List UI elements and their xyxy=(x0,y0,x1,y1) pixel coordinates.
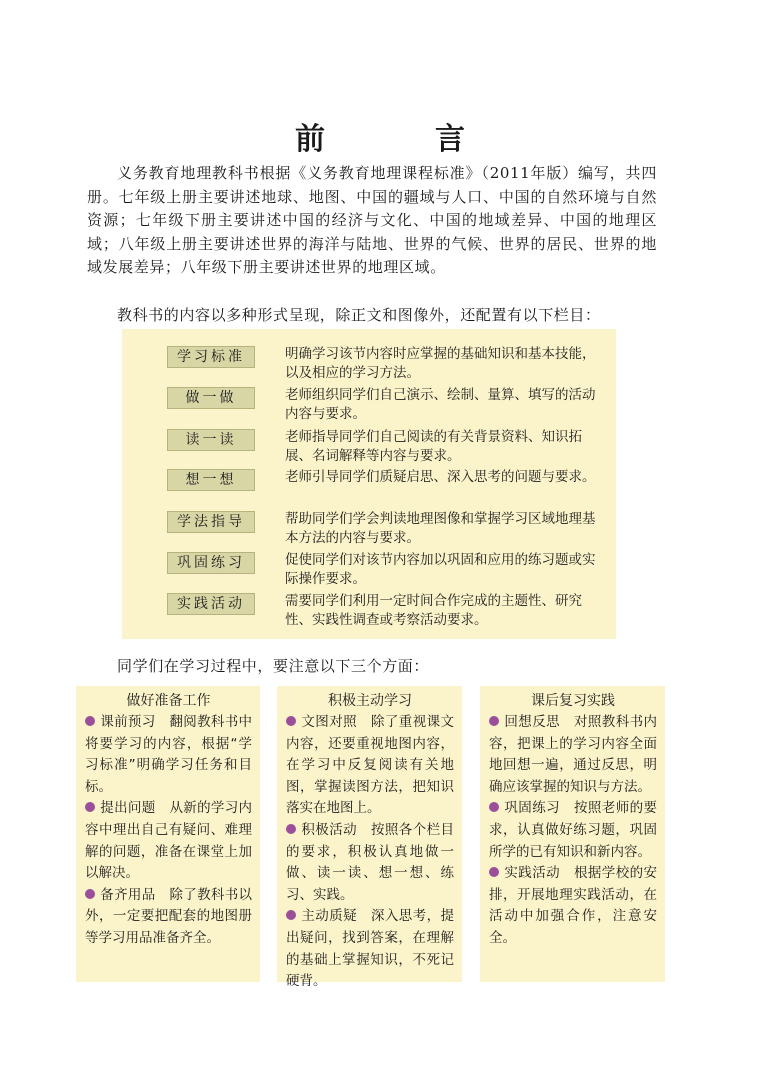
page-title: 前 言 xyxy=(295,122,505,157)
column-active-learning xyxy=(277,686,462,990)
item-text: 从新的学习内容中理出自己有疑问、难理解的问题，准备在课堂上加以解决。 xyxy=(85,800,252,882)
item-heading: 实践活动 xyxy=(504,865,560,882)
column-review xyxy=(480,686,665,982)
list-item xyxy=(489,798,657,863)
item-text: 按照各个栏目的要求，积极认真地做一做、读一读、想一想、练习、实践。 xyxy=(286,821,454,903)
bullet-dot-icon xyxy=(286,716,296,726)
item-text: 翻阅教科书中将要学习的内容，根据“学习标准”明确学习任务和目标。 xyxy=(85,714,252,795)
bullet-dot-icon xyxy=(489,867,499,877)
bullet-dot-icon xyxy=(286,910,296,920)
bullet-dot-icon xyxy=(286,824,296,834)
feature-tag: 学法指导 xyxy=(167,511,255,533)
column-title: 做好准备工作 xyxy=(126,693,211,709)
item-heading: 主动质疑 xyxy=(301,908,357,925)
list-item xyxy=(85,712,252,798)
feature-tag: 做一做 xyxy=(167,387,255,409)
item-heading: 提出问题 xyxy=(100,800,156,817)
list-item xyxy=(286,712,454,820)
bullet-dot-icon xyxy=(85,889,95,899)
item-text: 除了教科书以外，一定要把配套的地图册等学习用品准备齐全。 xyxy=(85,886,252,946)
column-title: 积极主动学习 xyxy=(328,693,412,709)
list-item xyxy=(286,906,454,992)
feature-desc: 老师组织同学们自己演示、绘制、量算、填写的活动内容与要求。 xyxy=(285,387,596,422)
item-heading: 回想反思 xyxy=(504,714,560,730)
aspects-lead: 同学们在学习过程中，要注意以下三个方面： xyxy=(117,657,430,675)
feature-tag: 实践活动 xyxy=(167,593,255,615)
item-text: 除了重视课文内容，还要重视地图内容，在学习中反复阅读有关地图，掌握读图方法，把知识落实在地图上。 xyxy=(286,714,454,817)
bullet-dot-icon xyxy=(489,716,499,726)
item-heading: 备齐用品 xyxy=(100,886,156,903)
item-text: 按照老师的要求，认真做好练习题，巩固所学的已有知识和新内容。 xyxy=(489,800,657,860)
column-preparation xyxy=(76,686,260,982)
feature-desc: 帮助同学们学会判读地理图像和掌握学习区域地理基本方法的内容与要求。 xyxy=(285,511,596,546)
feature-tag: 想一想 xyxy=(167,469,255,491)
feature-desc: 需要同学们利用一定时间合作完成的主题性、研究性、实践性调查或考察活动要求。 xyxy=(285,593,582,628)
feature-desc: 老师引导同学们质疑启思、深入思考的问题与要求。 xyxy=(285,469,596,485)
bullet-dot-icon xyxy=(489,802,499,812)
item-text: 根据学校的安排，开展地理实践活动，在活动中加强合作，注意安全。 xyxy=(489,865,657,946)
list-item xyxy=(489,712,657,798)
item-heading: 课前预习 xyxy=(100,714,156,730)
item-text: 对照教科书内容，把课上的学习内容全面地回想一遍，通过反思，明确应该掌握的知识与方法。 xyxy=(489,714,657,795)
feature-panel xyxy=(122,329,616,639)
feature-tag: 巩固练习 xyxy=(167,552,255,574)
item-text: 深入思考，提出疑问，找到答案，在理解的基础上掌握知识，不死记硬背。 xyxy=(286,908,454,990)
list-item xyxy=(286,820,454,906)
item-heading: 积极活动 xyxy=(301,821,357,838)
feature-desc: 老师指导同学们自己阅读的有关背景资料、知识拓展、名词解释等内容与要求。 xyxy=(285,429,582,464)
feature-tag: 学习标准 xyxy=(167,346,255,368)
feature-desc: 明确学习该节内容时应掌握的基础知识和基本技能，以及相应的学习方法。 xyxy=(285,346,596,381)
intro-paragraph: 义务教育地理教科书根据《义务教育地理课程标准》（2011年版）编写，共四册。七年级上册主要讲述地球、地图、中国的疆域与人口、中国的自然环境与自然资源；七年级下册主要讲述中国的经济与文化、中国的地域差异、中国的地理区域；八年级上册主要讲述世界的海洋与陆地、世界的气候、世界的居民、世界的地域发展差异；八年级下册主要讲述世界的地理区域。 xyxy=(87,164,657,276)
bullet-dot-icon xyxy=(85,716,95,726)
features-lead: 教科书的内容以多种形式呈现，除正文和图像外，还配置有以下栏目： xyxy=(117,306,601,324)
feature-desc: 促使同学们对该节内容加以巩固和应用的练习题或实际操作要求。 xyxy=(285,552,596,587)
item-heading: 巩固练习 xyxy=(504,800,560,817)
feature-tag: 读一读 xyxy=(167,429,255,451)
bullet-dot-icon xyxy=(85,802,95,812)
item-heading: 文图对照 xyxy=(301,714,357,730)
list-item xyxy=(85,885,252,950)
list-item xyxy=(489,863,657,949)
list-item xyxy=(85,798,252,884)
column-title: 课后复习实践 xyxy=(531,693,615,709)
